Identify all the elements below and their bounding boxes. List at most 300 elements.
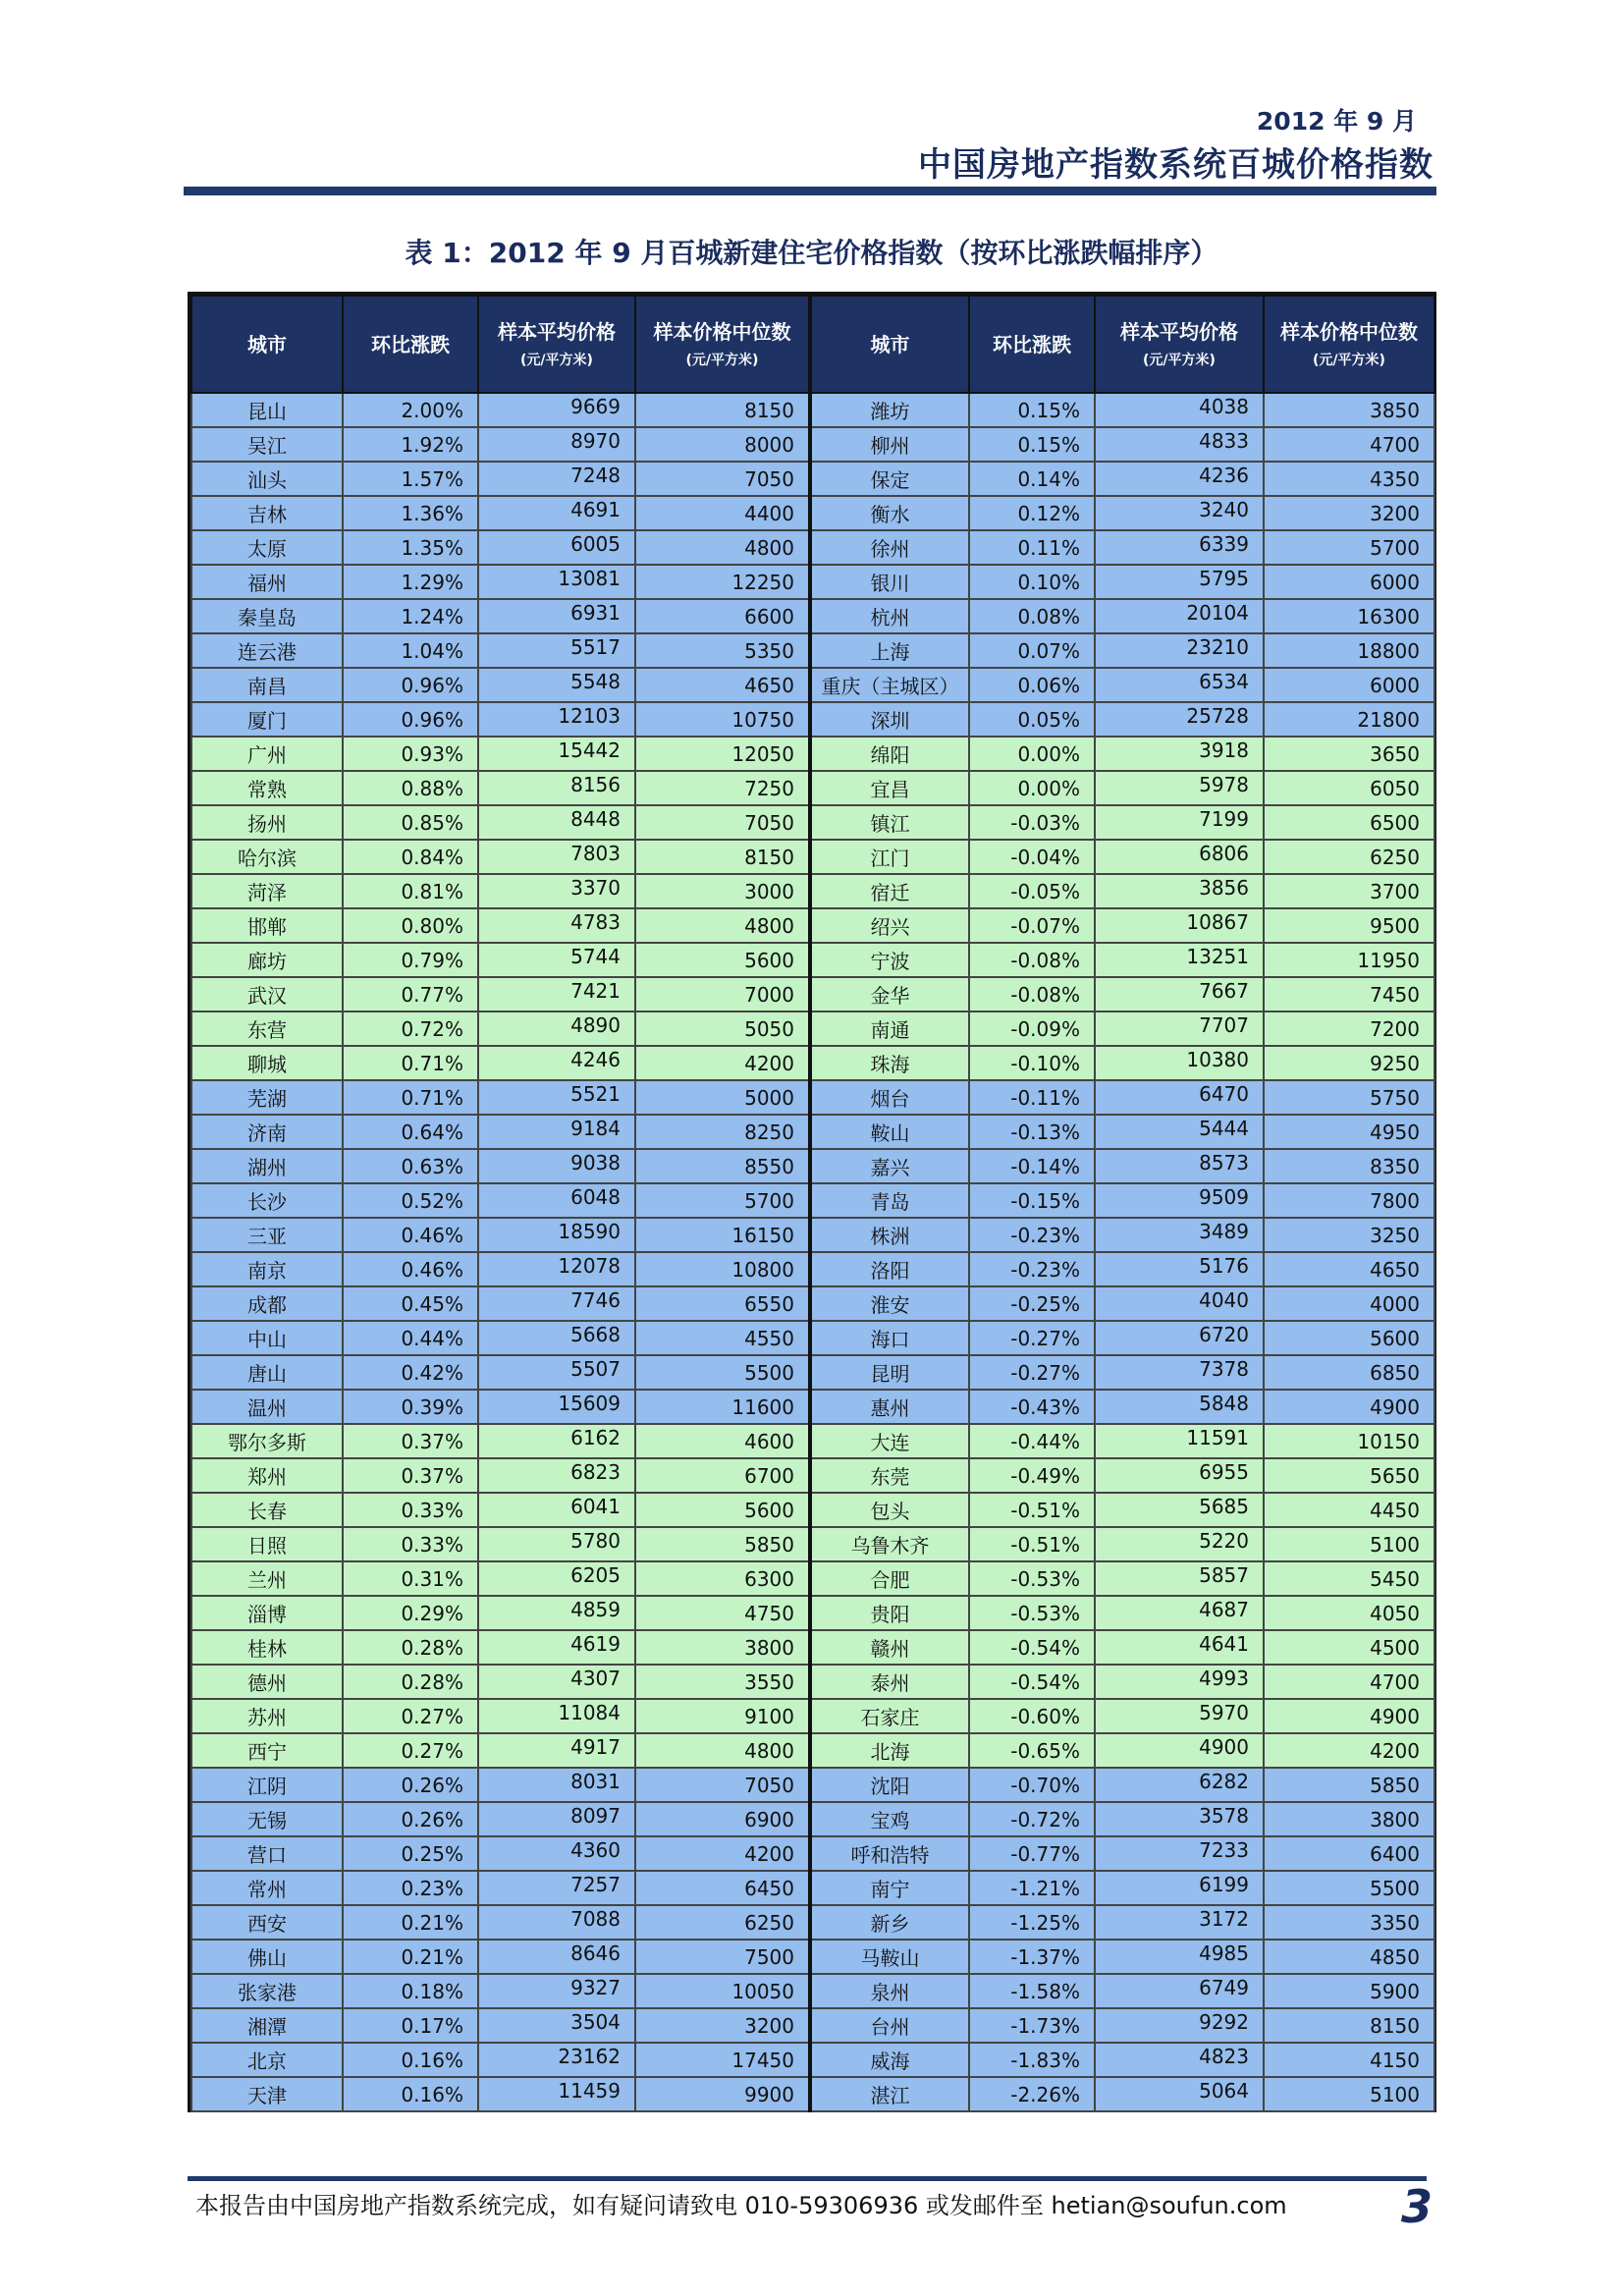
right-avg-price-cell: 6470 xyxy=(1095,1080,1264,1115)
right-mom-cell: -1.83% xyxy=(969,2043,1095,2077)
left-avg-price-cell: 6931 xyxy=(478,599,635,633)
right-mom-cell: -0.70% xyxy=(969,1768,1095,1802)
right-city-cell: 青岛 xyxy=(810,1183,969,1218)
table-row xyxy=(191,1390,1434,1424)
right-city-cell: 柳州 xyxy=(810,427,969,462)
left-median-price-cell: 4600 xyxy=(635,1424,810,1458)
right-avg-price-cell: 4900 xyxy=(1095,1733,1264,1768)
left-avg-price-cell: 4307 xyxy=(478,1665,635,1699)
right-avg-price-cell: 10380 xyxy=(1095,1046,1264,1080)
left-city-cell: 福州 xyxy=(191,565,343,599)
table-row xyxy=(191,1493,1434,1527)
table-row xyxy=(191,771,1434,805)
left-avg-price-cell: 5744 xyxy=(478,943,635,977)
table-row xyxy=(191,1733,1434,1768)
left-median-price-cell: 5500 xyxy=(635,1355,810,1390)
left-median-price-cell: 5700 xyxy=(635,1183,810,1218)
right-avg-price-cell: 6339 xyxy=(1095,530,1264,565)
right-city-cell: 湛江 xyxy=(810,2077,969,2111)
right-mom-cell: 0.11% xyxy=(969,530,1095,565)
left-city-cell: 长沙 xyxy=(191,1183,343,1218)
left-mom-cell: 0.72% xyxy=(343,1011,478,1046)
table-row xyxy=(191,1802,1434,1836)
left-median-price-cell: 6300 xyxy=(635,1561,810,1596)
left-mom-cell: 0.44% xyxy=(343,1321,478,1355)
right-mom-cell: -0.72% xyxy=(969,1802,1095,1836)
right-mom-cell: 0.00% xyxy=(969,771,1095,805)
left-avg-price-cell: 23162 xyxy=(478,2043,635,2077)
right-mom-cell: -0.05% xyxy=(969,874,1095,908)
right-mom-cell: -1.58% xyxy=(969,1974,1095,2008)
right-median-price-cell: 8150 xyxy=(1264,2008,1434,2043)
right-avg-price-cell: 6534 xyxy=(1095,668,1264,702)
left-median-price-cell: 8550 xyxy=(635,1149,810,1183)
right-city-cell: 潍坊 xyxy=(810,393,969,427)
table-row xyxy=(191,565,1434,599)
left-city-cell: 唐山 xyxy=(191,1355,343,1390)
left-mom-cell: 0.71% xyxy=(343,1046,478,1080)
left-median-price-cell: 7500 xyxy=(635,1940,810,1974)
left-avg-price-cell: 11459 xyxy=(478,2077,635,2111)
left-median-price-cell: 9900 xyxy=(635,2077,810,2111)
right-city-cell: 石家庄 xyxy=(810,1699,969,1733)
price-index-table-frame xyxy=(188,292,1436,2112)
right-city-cell: 珠海 xyxy=(810,1046,969,1080)
left-avg-price-cell: 7421 xyxy=(478,977,635,1011)
right-avg-price-cell: 4993 xyxy=(1095,1665,1264,1699)
right-city-cell: 绵阳 xyxy=(810,737,969,771)
right-city-cell: 宿迁 xyxy=(810,874,969,908)
left-avg-price-cell: 12103 xyxy=(478,702,635,737)
right-city-cell: 鞍山 xyxy=(810,1115,969,1149)
left-city-cell: 扬州 xyxy=(191,805,343,840)
right-mom-cell: -0.54% xyxy=(969,1665,1095,1699)
left-mom-cell: 0.81% xyxy=(343,874,478,908)
left-mom-cell: 0.17% xyxy=(343,2008,478,2043)
left-avg-price-cell: 11084 xyxy=(478,1699,635,1733)
left-mom-cell: 0.18% xyxy=(343,1974,478,2008)
table-row xyxy=(191,1218,1434,1252)
left-city-cell: 中山 xyxy=(191,1321,343,1355)
right-avg-price-cell: 6806 xyxy=(1095,840,1264,874)
left-city-cell: 邯郸 xyxy=(191,908,343,943)
right-median-price-cell: 5500 xyxy=(1264,1871,1434,1905)
right-avg-price-cell: 9292 xyxy=(1095,2008,1264,2043)
right-median-price-cell: 6000 xyxy=(1264,565,1434,599)
right-mom-cell: -0.77% xyxy=(969,1836,1095,1871)
left-city-cell: 常熟 xyxy=(191,771,343,805)
left-avg-price-cell: 3504 xyxy=(478,2008,635,2043)
right-median-price-cell: 21800 xyxy=(1264,702,1434,737)
left-mom-cell: 0.21% xyxy=(343,1940,478,1974)
right-avg-price-cell: 10867 xyxy=(1095,908,1264,943)
right-median-price-cell: 6400 xyxy=(1264,1836,1434,1871)
left-city-cell: 昆山 xyxy=(191,393,343,427)
table-row xyxy=(191,393,1434,427)
right-mom-cell: -0.14% xyxy=(969,1149,1095,1183)
right-city-cell: 保定 xyxy=(810,462,969,496)
left-median-price-cell: 5350 xyxy=(635,633,810,668)
left-avg-price-cell: 8646 xyxy=(478,1940,635,1974)
right-median-price-cell: 6250 xyxy=(1264,840,1434,874)
left-avg-price-cell: 7746 xyxy=(478,1286,635,1321)
left-city-cell: 天津 xyxy=(191,2077,343,2111)
left-city-cell: 湖州 xyxy=(191,1149,343,1183)
left-median-price-cell: 11600 xyxy=(635,1390,810,1424)
right-median-price-cell: 3250 xyxy=(1264,1218,1434,1252)
page-number: 3 xyxy=(1401,2180,1434,2233)
col-header-median-price-right: 样本价格中位数 (元/平方米) xyxy=(1264,296,1434,393)
right-median-price-cell: 5650 xyxy=(1264,1458,1434,1493)
right-avg-price-cell: 6720 xyxy=(1095,1321,1264,1355)
left-city-cell: 成都 xyxy=(191,1286,343,1321)
left-median-price-cell: 4400 xyxy=(635,496,810,530)
right-avg-price-cell: 7667 xyxy=(1095,977,1264,1011)
left-avg-price-cell: 5548 xyxy=(478,668,635,702)
left-median-price-cell: 8150 xyxy=(635,393,810,427)
left-median-price-cell: 7250 xyxy=(635,771,810,805)
table-row xyxy=(191,943,1434,977)
left-city-cell: 北京 xyxy=(191,2043,343,2077)
right-city-cell: 洛阳 xyxy=(810,1252,969,1286)
table-row xyxy=(191,530,1434,565)
left-median-price-cell: 5600 xyxy=(635,943,810,977)
table-row xyxy=(191,1286,1434,1321)
left-median-price-cell: 5050 xyxy=(635,1011,810,1046)
left-avg-price-cell: 9669 xyxy=(478,393,635,427)
right-avg-price-cell: 3240 xyxy=(1095,496,1264,530)
left-mom-cell: 1.35% xyxy=(343,530,478,565)
right-avg-price-cell: 4823 xyxy=(1095,2043,1264,2077)
right-city-cell: 包头 xyxy=(810,1493,969,1527)
left-avg-price-cell: 6005 xyxy=(478,530,635,565)
right-median-price-cell: 3800 xyxy=(1264,1802,1434,1836)
right-median-price-cell: 18800 xyxy=(1264,633,1434,668)
right-mom-cell: -0.65% xyxy=(969,1733,1095,1768)
right-city-cell: 南通 xyxy=(810,1011,969,1046)
left-mom-cell: 1.24% xyxy=(343,599,478,633)
right-mom-cell: -1.21% xyxy=(969,1871,1095,1905)
left-avg-price-cell: 8031 xyxy=(478,1768,635,1802)
left-mom-cell: 0.88% xyxy=(343,771,478,805)
left-city-cell: 厦门 xyxy=(191,702,343,737)
right-mom-cell: -0.23% xyxy=(969,1218,1095,1252)
left-city-cell: 南京 xyxy=(191,1252,343,1286)
left-median-price-cell: 5600 xyxy=(635,1493,810,1527)
right-mom-cell: -0.25% xyxy=(969,1286,1095,1321)
table-row xyxy=(191,2077,1434,2111)
left-mom-cell: 1.36% xyxy=(343,496,478,530)
left-avg-price-cell: 13081 xyxy=(478,565,635,599)
left-avg-price-cell: 9327 xyxy=(478,1974,635,2008)
left-avg-price-cell: 15609 xyxy=(478,1390,635,1424)
table-row xyxy=(191,2008,1434,2043)
table-row xyxy=(191,1321,1434,1355)
right-median-price-cell: 5450 xyxy=(1264,1561,1434,1596)
left-mom-cell: 0.37% xyxy=(343,1458,478,1493)
right-city-cell: 泉州 xyxy=(810,1974,969,2008)
right-mom-cell: -0.54% xyxy=(969,1630,1095,1665)
right-avg-price-cell: 4641 xyxy=(1095,1630,1264,1665)
table-row xyxy=(191,1458,1434,1493)
right-avg-price-cell: 5685 xyxy=(1095,1493,1264,1527)
right-avg-price-cell: 5970 xyxy=(1095,1699,1264,1733)
right-city-cell: 嘉兴 xyxy=(810,1149,969,1183)
left-median-price-cell: 7050 xyxy=(635,462,810,496)
right-avg-price-cell: 3489 xyxy=(1095,1218,1264,1252)
right-city-cell: 杭州 xyxy=(810,599,969,633)
right-median-price-cell: 5900 xyxy=(1264,1974,1434,2008)
right-median-price-cell: 4900 xyxy=(1264,1390,1434,1424)
report-date: 2012 年 9 月 xyxy=(1256,107,1417,136)
left-city-cell: 常州 xyxy=(191,1871,343,1905)
left-median-price-cell: 17450 xyxy=(635,2043,810,2077)
right-city-cell: 北海 xyxy=(810,1733,969,1768)
right-mom-cell: 0.08% xyxy=(969,599,1095,633)
right-city-cell: 海口 xyxy=(810,1321,969,1355)
right-city-cell: 宁波 xyxy=(810,943,969,977)
left-median-price-cell: 10800 xyxy=(635,1252,810,1286)
left-city-cell: 桂林 xyxy=(191,1630,343,1665)
left-median-price-cell: 3200 xyxy=(635,2008,810,2043)
table-row xyxy=(191,874,1434,908)
left-avg-price-cell: 6041 xyxy=(478,1493,635,1527)
right-mom-cell: -0.15% xyxy=(969,1183,1095,1218)
right-median-price-cell: 5850 xyxy=(1264,1768,1434,1802)
left-median-price-cell: 10750 xyxy=(635,702,810,737)
right-avg-price-cell: 6199 xyxy=(1095,1871,1264,1905)
right-mom-cell: 0.15% xyxy=(969,427,1095,462)
right-avg-price-cell: 23210 xyxy=(1095,633,1264,668)
left-mom-cell: 0.77% xyxy=(343,977,478,1011)
right-median-price-cell: 6050 xyxy=(1264,771,1434,805)
right-median-price-cell: 5100 xyxy=(1264,1527,1434,1561)
right-mom-cell: -0.51% xyxy=(969,1527,1095,1561)
right-avg-price-cell: 8573 xyxy=(1095,1149,1264,1183)
right-mom-cell: -0.53% xyxy=(969,1561,1095,1596)
right-avg-price-cell: 5795 xyxy=(1095,565,1264,599)
left-median-price-cell: 4550 xyxy=(635,1321,810,1355)
right-mom-cell: 0.10% xyxy=(969,565,1095,599)
left-median-price-cell: 7050 xyxy=(635,1768,810,1802)
right-median-price-cell: 7450 xyxy=(1264,977,1434,1011)
left-mom-cell: 0.16% xyxy=(343,2043,478,2077)
right-mom-cell: -0.43% xyxy=(969,1390,1095,1424)
left-mom-cell: 0.23% xyxy=(343,1871,478,1905)
left-median-price-cell: 8000 xyxy=(635,427,810,462)
right-avg-price-cell: 3856 xyxy=(1095,874,1264,908)
left-avg-price-cell: 6048 xyxy=(478,1183,635,1218)
left-median-price-cell: 12250 xyxy=(635,565,810,599)
right-mom-cell: 0.05% xyxy=(969,702,1095,737)
table-row xyxy=(191,1974,1434,2008)
left-avg-price-cell: 4890 xyxy=(478,1011,635,1046)
left-mom-cell: 0.31% xyxy=(343,1561,478,1596)
left-mom-cell: 0.33% xyxy=(343,1493,478,1527)
right-median-price-cell: 10150 xyxy=(1264,1424,1434,1458)
right-mom-cell: 0.06% xyxy=(969,668,1095,702)
right-mom-cell: -0.03% xyxy=(969,805,1095,840)
left-mom-cell: 0.63% xyxy=(343,1149,478,1183)
right-city-cell: 赣州 xyxy=(810,1630,969,1665)
report-title: 中国房地产指数系统百城价格指数 xyxy=(918,145,1434,185)
right-mom-cell: 0.12% xyxy=(969,496,1095,530)
left-mom-cell: 0.28% xyxy=(343,1630,478,1665)
right-city-cell: 南宁 xyxy=(810,1871,969,1905)
table-row xyxy=(191,1561,1434,1596)
left-mom-cell: 0.96% xyxy=(343,702,478,737)
table-row xyxy=(191,1011,1434,1046)
left-median-price-cell: 4750 xyxy=(635,1596,810,1630)
right-avg-price-cell: 3918 xyxy=(1095,737,1264,771)
right-avg-price-cell: 4833 xyxy=(1095,427,1264,462)
table-row xyxy=(191,1252,1434,1286)
right-avg-price-cell: 3172 xyxy=(1095,1905,1264,1940)
right-avg-price-cell: 5444 xyxy=(1095,1115,1264,1149)
left-median-price-cell: 3550 xyxy=(635,1665,810,1699)
col-header-city-right: 城市 xyxy=(810,296,969,393)
left-avg-price-cell: 12078 xyxy=(478,1252,635,1286)
right-avg-price-cell: 5978 xyxy=(1095,771,1264,805)
right-median-price-cell: 5600 xyxy=(1264,1321,1434,1355)
left-mom-cell: 0.80% xyxy=(343,908,478,943)
price-index-table xyxy=(190,295,1435,2112)
left-city-cell: 德州 xyxy=(191,1665,343,1699)
right-city-cell: 淮安 xyxy=(810,1286,969,1321)
left-city-cell: 芜湖 xyxy=(191,1080,343,1115)
left-mom-cell: 0.93% xyxy=(343,737,478,771)
right-city-cell: 泰州 xyxy=(810,1665,969,1699)
left-mom-cell: 0.96% xyxy=(343,668,478,702)
left-avg-price-cell: 7803 xyxy=(478,840,635,874)
table-row xyxy=(191,427,1434,462)
left-city-cell: 吉林 xyxy=(191,496,343,530)
left-median-price-cell: 6900 xyxy=(635,1802,810,1836)
right-city-cell: 重庆（主城区） xyxy=(810,668,969,702)
header-rule xyxy=(184,187,1436,195)
right-median-price-cell: 4050 xyxy=(1264,1596,1434,1630)
right-mom-cell: -0.04% xyxy=(969,840,1095,874)
right-city-cell: 昆明 xyxy=(810,1355,969,1390)
left-mom-cell: 0.85% xyxy=(343,805,478,840)
left-avg-price-cell: 6205 xyxy=(478,1561,635,1596)
table-row xyxy=(191,737,1434,771)
right-city-cell: 株洲 xyxy=(810,1218,969,1252)
table-row xyxy=(191,1665,1434,1699)
right-median-price-cell: 4700 xyxy=(1264,1665,1434,1699)
right-city-cell: 上海 xyxy=(810,633,969,668)
right-avg-price-cell: 7233 xyxy=(1095,1836,1264,1871)
right-avg-price-cell: 3578 xyxy=(1095,1802,1264,1836)
left-median-price-cell: 4200 xyxy=(635,1836,810,1871)
right-avg-price-cell: 6955 xyxy=(1095,1458,1264,1493)
right-median-price-cell: 4950 xyxy=(1264,1115,1434,1149)
left-city-cell: 西安 xyxy=(191,1905,343,1940)
right-avg-price-cell: 11591 xyxy=(1095,1424,1264,1458)
left-avg-price-cell: 3370 xyxy=(478,874,635,908)
right-median-price-cell: 6850 xyxy=(1264,1355,1434,1390)
left-avg-price-cell: 4783 xyxy=(478,908,635,943)
left-city-cell: 无锡 xyxy=(191,1802,343,1836)
right-mom-cell: -0.49% xyxy=(969,1458,1095,1493)
left-avg-price-cell: 5780 xyxy=(478,1527,635,1561)
left-median-price-cell: 12050 xyxy=(635,737,810,771)
left-city-cell: 湘潭 xyxy=(191,2008,343,2043)
right-median-price-cell: 4850 xyxy=(1264,1940,1434,1974)
table-row xyxy=(191,977,1434,1011)
left-mom-cell: 0.45% xyxy=(343,1286,478,1321)
right-avg-price-cell: 4236 xyxy=(1095,462,1264,496)
left-city-cell: 日照 xyxy=(191,1527,343,1561)
right-median-price-cell: 4150 xyxy=(1264,2043,1434,2077)
left-mom-cell: 1.29% xyxy=(343,565,478,599)
left-city-cell: 东营 xyxy=(191,1011,343,1046)
left-median-price-cell: 6250 xyxy=(635,1905,810,1940)
table-row xyxy=(191,1080,1434,1115)
left-avg-price-cell: 4917 xyxy=(478,1733,635,1768)
right-avg-price-cell: 4040 xyxy=(1095,1286,1264,1321)
table-row xyxy=(191,1355,1434,1390)
right-avg-price-cell: 5848 xyxy=(1095,1390,1264,1424)
left-city-cell: 营口 xyxy=(191,1836,343,1871)
left-mom-cell: 0.16% xyxy=(343,2077,478,2111)
left-mom-cell: 0.21% xyxy=(343,1905,478,1940)
right-median-price-cell: 4500 xyxy=(1264,1630,1434,1665)
left-median-price-cell: 7000 xyxy=(635,977,810,1011)
right-avg-price-cell: 5176 xyxy=(1095,1252,1264,1286)
table-row xyxy=(191,1046,1434,1080)
right-city-cell: 呼和浩特 xyxy=(810,1836,969,1871)
left-median-price-cell: 4650 xyxy=(635,668,810,702)
col-header-mom: 环比涨跌 xyxy=(343,296,478,393)
right-median-price-cell: 3700 xyxy=(1264,874,1434,908)
left-avg-price-cell: 4246 xyxy=(478,1046,635,1080)
table-row xyxy=(191,2043,1434,2077)
table-row xyxy=(191,840,1434,874)
left-mom-cell: 2.00% xyxy=(343,393,478,427)
left-median-price-cell: 4800 xyxy=(635,530,810,565)
left-avg-price-cell: 8156 xyxy=(478,771,635,805)
right-mom-cell: -0.11% xyxy=(969,1080,1095,1115)
left-avg-price-cell: 9184 xyxy=(478,1115,635,1149)
left-median-price-cell: 3800 xyxy=(635,1630,810,1665)
right-city-cell: 江门 xyxy=(810,840,969,874)
table-row xyxy=(191,1527,1434,1561)
right-avg-price-cell: 7378 xyxy=(1095,1355,1264,1390)
right-mom-cell: -0.51% xyxy=(969,1493,1095,1527)
table-row xyxy=(191,462,1434,496)
left-median-price-cell: 6600 xyxy=(635,599,810,633)
right-median-price-cell: 7200 xyxy=(1264,1011,1434,1046)
left-mom-cell: 0.71% xyxy=(343,1080,478,1115)
left-median-price-cell: 3000 xyxy=(635,874,810,908)
right-median-price-cell: 9250 xyxy=(1264,1046,1434,1080)
left-mom-cell: 0.29% xyxy=(343,1596,478,1630)
col-header-median-price: 样本价格中位数 (元/平方米) xyxy=(635,296,810,393)
left-city-cell: 武汉 xyxy=(191,977,343,1011)
left-city-cell: 南昌 xyxy=(191,668,343,702)
right-median-price-cell: 11950 xyxy=(1264,943,1434,977)
left-mom-cell: 0.42% xyxy=(343,1355,478,1390)
right-median-price-cell: 16300 xyxy=(1264,599,1434,633)
right-median-price-cell: 3850 xyxy=(1264,393,1434,427)
right-mom-cell: 0.00% xyxy=(969,737,1095,771)
right-median-price-cell: 4900 xyxy=(1264,1699,1434,1733)
right-city-cell: 台州 xyxy=(810,2008,969,2043)
right-city-cell: 宜昌 xyxy=(810,771,969,805)
right-mom-cell: 0.15% xyxy=(969,393,1095,427)
left-mom-cell: 0.39% xyxy=(343,1390,478,1424)
